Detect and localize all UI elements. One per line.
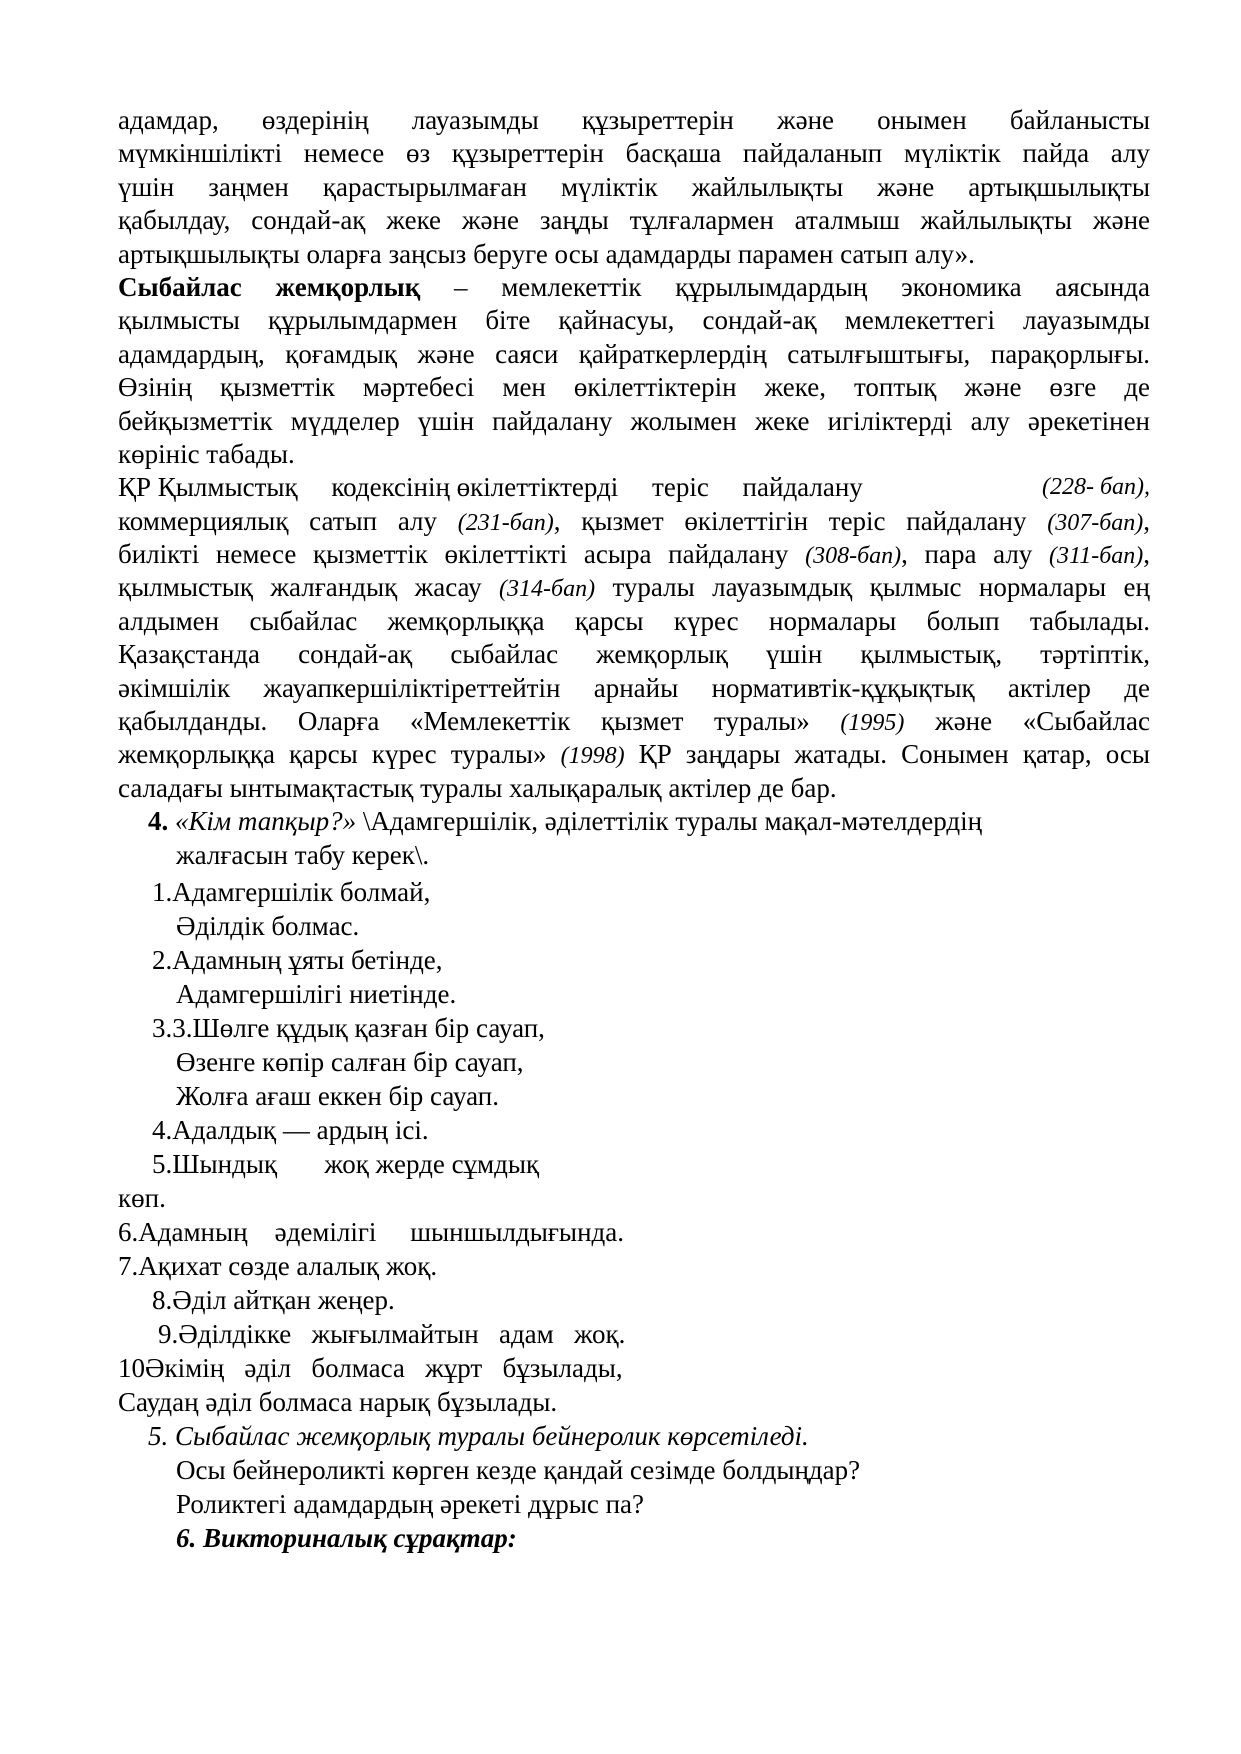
text-span: – мемлекеттік құрылымдардың экономика аясында bbox=[420, 271, 1150, 302]
proverb-line: Өзенге көпір салған бір сауап, bbox=[176, 1046, 524, 1077]
task-5-question: Осы бейнероликті көрген кезде қандай сезімде болдыңдар? bbox=[176, 1454, 861, 1485]
text-line: адамдар, өздерінің лауазымды құзыреттерін және онымен байланысты bbox=[118, 105, 1150, 135]
text-line bbox=[118, 471, 1150, 504]
proverb-line: Жолға ағаш еккен бір сауап. bbox=[176, 1080, 499, 1111]
task-number: 4. bbox=[148, 806, 169, 837]
law-year: (1998) bbox=[560, 743, 625, 770]
text-span: қылмыстық жалғандық жасау bbox=[118, 572, 500, 603]
article-ref: (308-бап) bbox=[805, 543, 902, 570]
law-year: (1995) bbox=[840, 710, 905, 737]
text-line: қылмысты құрылымдармен біте қайнасуы, сондай-ақ мемлекеттегі лауазымды bbox=[118, 305, 1150, 336]
proverb-line: Саудаң әділ болмаса нарық бұзылады. bbox=[118, 1386, 558, 1417]
text-line: саладағы ынтымақтастық туралы халықаралық актілер де бар. bbox=[118, 772, 837, 803]
task-5-question: Роликтегі адамдардың әрекеті дұрыс па? bbox=[176, 1488, 644, 1519]
task-5-heading: 5. Сыбайлас жемқорлық туралы бейнеролик көрсетіледі. bbox=[148, 1420, 809, 1451]
proverb-line: 3.3.Шөлге құдық қазған бір сауап, bbox=[152, 1012, 545, 1043]
text-line: Өзінің қызметтік мәртебесі мен өкілеттіктерін жеке, топтық және өзге де bbox=[118, 372, 1150, 403]
text-line bbox=[118, 705, 1150, 738]
proverb-line: 10Әкімің әділ болмаса жұрт бұзылады, bbox=[118, 1352, 623, 1383]
text-line bbox=[118, 738, 1150, 771]
text-span: және «Сыбайлас bbox=[904, 706, 1150, 737]
article-ref: (311-бап) bbox=[1048, 543, 1144, 570]
paragraph-corruption-definition bbox=[118, 271, 1150, 471]
proverb-line: 7.Ақихат сөзде алалық жоқ. bbox=[118, 1250, 438, 1281]
article-ref: (228- бап), bbox=[1041, 474, 1150, 501]
text-line: мүмкіншілікті немесе өз құзыреттерін басқаша пайдаланып мүліктік пайда алу bbox=[118, 138, 1150, 169]
text-line: бейқызметтік мүдделер үшін пайдалану жолымен жеке игіліктерді алу әрекетінен bbox=[118, 405, 1150, 436]
text-line: Қазақстанда сондай-ақ сыбайлас жемқорлық үшін қылмыстық, тәртіптік, bbox=[118, 639, 1150, 670]
text-span: коммерциялық сатып алу bbox=[118, 505, 458, 536]
proverb-line: 1.Адамгершілік болмай, bbox=[152, 876, 431, 907]
article-ref: (231-бап) bbox=[457, 509, 554, 536]
paragraph-criminal-code bbox=[118, 471, 1150, 805]
text-line: үшін заңмен қарастырылмаған мүліктік жайлылықты және артықшылықты bbox=[118, 171, 1150, 202]
text-span: ҚР Қылмыстық кодексінің өкілеттіктерді теріс пайдалану bbox=[118, 472, 897, 503]
proverb-line: 6.Адамның әдемілігі шыншылдығында. bbox=[118, 1216, 624, 1247]
text-span: туралы лауазымдық қылмыс нормалары ең bbox=[595, 572, 1150, 603]
proverb-list bbox=[118, 876, 1150, 1420]
proverb-line: Әділдік болмас. bbox=[176, 910, 360, 941]
proverb-line: Адамгершілігі ниетінде. bbox=[176, 978, 457, 1009]
text-line: адамдардың, қоғамдық және саяси қайраткерлердің сатылғыштығы, парақорлығы. bbox=[118, 338, 1150, 369]
text-span: қабылданды. Оларға «Мемлекеттік қызмет туралы» bbox=[118, 706, 841, 737]
text-span: , пара алу bbox=[901, 539, 1049, 570]
proverb-line: 8.Әділ айтқан жеңер. bbox=[152, 1284, 395, 1315]
text-span: жемқорлыққа қарсы күрес туралы» bbox=[118, 739, 561, 770]
proverb-line: 4.Адалдық — ардың ісі. bbox=[152, 1114, 429, 1145]
proverb-line: көп. bbox=[118, 1182, 166, 1213]
text-span: , bbox=[1143, 505, 1150, 536]
task-title: «Кім тапқыр?» bbox=[175, 806, 357, 837]
paragraph-definition-end bbox=[118, 104, 1150, 271]
text-line: артықшылықты оларға заңсыз беруге осы адамдарды парамен сатып алу». bbox=[118, 238, 975, 269]
text-line bbox=[118, 505, 1150, 538]
text-line bbox=[118, 538, 1150, 571]
article-ref: (314-бап) bbox=[499, 576, 596, 603]
article-ref: (307-бап) bbox=[1047, 509, 1144, 536]
text-span: , bbox=[1143, 539, 1150, 570]
term-heading: Сыбайлас жемқорлық bbox=[118, 271, 421, 302]
task-description: \Адамгершілік, әділеттілік туралы мақал-мәтелдердің bbox=[356, 806, 983, 837]
document-page bbox=[118, 104, 1150, 1556]
text-line: көрініс табады. bbox=[118, 438, 295, 469]
text-line: әкімшілік жауапкершіліктіреттейтін арнайы нормативтік-құқықтық актілер де bbox=[118, 672, 1150, 703]
proverb-line: 5.Шындық жоқ жерде сұмдық bbox=[152, 1148, 540, 1179]
text-line: қабылдау, сондай-ақ жеке және заңды тұлғалармен аталмыш жайлылықты және bbox=[118, 205, 1150, 236]
proverb-line: 2.Адамның ұяты бетінде, bbox=[152, 944, 443, 975]
task-6-heading: 6. Викториналық сұрақтар: bbox=[176, 1522, 517, 1553]
task-description-continued: жалғасын табу керек\. bbox=[176, 839, 430, 870]
text-span: ҚР заңдары жатады. Сонымен қатар, осы bbox=[624, 739, 1150, 770]
text-span: билікті немесе қызметтік өкілеттікті асыра пайдалану bbox=[118, 539, 806, 570]
proverb-line: 9.Әділдікке жығылмайтын адам жоқ. bbox=[158, 1318, 626, 1349]
text-span: , қызмет өкілеттігін теріс пайдалану bbox=[553, 505, 1048, 536]
task-4-heading bbox=[118, 805, 1150, 838]
text-line bbox=[118, 571, 1150, 604]
text-line: алдымен сыбайлас жемқорлыққа қарсы күрес нормалары болып табылады. bbox=[118, 605, 1150, 636]
text-line bbox=[118, 271, 1150, 304]
